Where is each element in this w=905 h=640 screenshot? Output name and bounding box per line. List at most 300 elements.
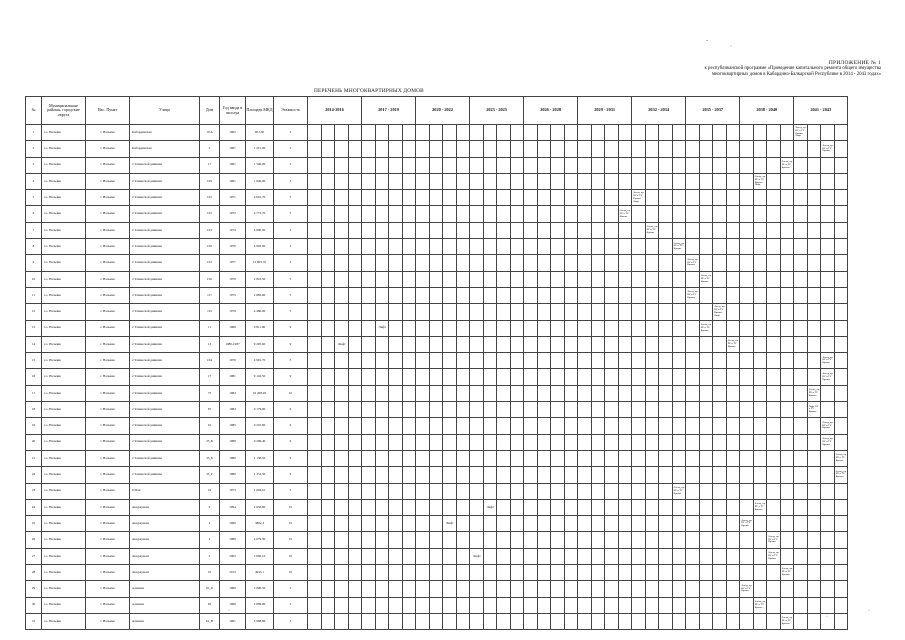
schedule-cell (429, 255, 443, 271)
schedule-cell (524, 304, 538, 320)
schedule-cell (605, 532, 619, 548)
cell-floors: 5 (274, 222, 308, 238)
schedule-cell (429, 190, 443, 206)
schedule-cell (794, 239, 808, 255)
table-row (26, 581, 848, 597)
cell-district: г.о. Нальчик (42, 222, 86, 238)
schedule-cell (821, 190, 835, 206)
schedule-cell (780, 271, 794, 287)
schedule-cell (794, 548, 808, 564)
schedule-cell (726, 206, 740, 222)
cell-house: 3 (200, 141, 220, 157)
schedule-cell (470, 173, 484, 189)
schedule-cell (389, 369, 403, 385)
schedule-cell (672, 385, 686, 401)
schedule-cell (578, 581, 592, 597)
cell-year: 1979 (220, 353, 246, 369)
schedule-cell (780, 483, 794, 499)
cell-floors: 10 (274, 565, 308, 581)
schedule-cell (632, 206, 646, 222)
schedule-cell (348, 141, 362, 157)
schedule-cell (429, 287, 443, 303)
cell-n: 8 (26, 239, 42, 255)
schedule-cell (794, 483, 808, 499)
schedule-cell (713, 353, 727, 369)
schedule-cell (483, 173, 497, 189)
schedule-cell (335, 206, 349, 222)
schedule-cell (618, 369, 632, 385)
cell-street: Акаджукова (130, 516, 200, 532)
schedule-cell (308, 206, 322, 222)
schedule-cell (497, 320, 511, 336)
schedule-cell (551, 190, 565, 206)
work-type-note: Фасад, кр. ВУ и ТУ Крыша Лифт (753, 173, 767, 189)
schedule-cell (335, 125, 349, 141)
schedule-cell (753, 402, 767, 418)
cell-street: Кабардинская (130, 141, 200, 157)
schedule-cell (321, 565, 335, 581)
schedule-cell (308, 450, 322, 466)
schedule-cell (402, 353, 416, 369)
schedule-cell (834, 173, 848, 189)
schedule-cell (578, 222, 592, 238)
schedule-cell (348, 222, 362, 238)
schedule-cell (753, 320, 767, 336)
schedule-cell (618, 532, 632, 548)
schedule-cell (794, 434, 808, 450)
schedule-cell (767, 141, 781, 157)
schedule-cell (308, 467, 322, 483)
schedule-cell (753, 141, 767, 157)
schedule-cell (537, 206, 551, 222)
schedule-cell (659, 450, 673, 466)
table-row (26, 239, 848, 255)
schedule-cell (483, 597, 497, 613)
schedule-cell (308, 532, 322, 548)
schedule-cell (740, 402, 754, 418)
cell-year: 1973 (220, 483, 246, 499)
schedule-cell (821, 565, 835, 581)
cell-district: г.о. Нальчик (42, 581, 86, 597)
schedule-cell (551, 402, 565, 418)
work-type-note: Фасад, кр. ВУ и ТУ Крыша (686, 255, 700, 271)
schedule-cell (537, 304, 551, 320)
schedule-cell (362, 287, 376, 303)
work-type-note: Фасад, кр. ВУ и ТУ Крыша (645, 222, 659, 238)
schedule-cell (740, 255, 754, 271)
cell-n: 7 (26, 222, 42, 238)
schedule-cell (605, 402, 619, 418)
schedule-cell (456, 565, 470, 581)
cell-year: 1984 (220, 385, 246, 401)
schedule-cell (780, 190, 794, 206)
schedule-cell (578, 548, 592, 564)
schedule-cell (591, 450, 605, 466)
schedule-cell (618, 173, 632, 189)
schedule-cell (497, 369, 511, 385)
schedule-cell (726, 516, 740, 532)
schedule-cell (834, 271, 848, 287)
schedule-cell (524, 499, 538, 515)
schedule-cell (416, 125, 430, 141)
work-type-note: Фасад, кр. ВУ и ТУ Крыша (672, 483, 686, 499)
schedule-cell (605, 320, 619, 336)
schedule-cell (470, 239, 484, 255)
schedule-cell (645, 206, 659, 222)
schedule-cell (699, 402, 713, 418)
schedule-cell (362, 581, 376, 597)
schedule-cell (686, 450, 700, 466)
schedule-cell (524, 271, 538, 287)
schedule-cell (686, 499, 700, 515)
period-header: 2041 - 2043 (794, 97, 848, 125)
schedule-cell (753, 532, 767, 548)
schedule-cell (402, 125, 416, 141)
schedule-cell (348, 402, 362, 418)
schedule-cell (632, 255, 646, 271)
schedule-cell (470, 206, 484, 222)
table-row (26, 125, 848, 141)
schedule-cell (470, 190, 484, 206)
schedule-cell (821, 336, 835, 352)
cell-locality: г. Нальчик (86, 532, 130, 548)
schedule-cell (456, 255, 470, 271)
schedule-cell (443, 190, 457, 206)
schedule-cell (618, 125, 632, 141)
schedule-cell (794, 255, 808, 271)
cell-street: Акаджукова (130, 565, 200, 581)
schedule-cell (335, 467, 349, 483)
schedule-cell (416, 450, 430, 466)
schedule-cell (578, 125, 592, 141)
schedule-cell (713, 418, 727, 434)
schedule-cell (807, 304, 821, 320)
schedule-cell (767, 157, 781, 173)
table-row (26, 385, 848, 401)
schedule-cell (389, 581, 403, 597)
schedule-cell (578, 499, 592, 515)
schedule-cell (753, 336, 767, 352)
schedule-cell (402, 565, 416, 581)
table-row (26, 532, 848, 548)
schedule-cell (456, 548, 470, 564)
schedule-cell (686, 548, 700, 564)
cell-locality: г. Нальчик (86, 304, 130, 320)
schedule-cell (416, 239, 430, 255)
cell-street: Акаджукова (130, 548, 200, 564)
schedule-cell (308, 548, 322, 564)
schedule-cell (362, 157, 376, 173)
schedule-cell (713, 499, 727, 515)
schedule-cell (834, 255, 848, 271)
schedule-cell (362, 206, 376, 222)
schedule-cell (524, 467, 538, 483)
schedule-cell (726, 287, 740, 303)
schedule-cell (659, 304, 673, 320)
cell-n: 28 (26, 565, 42, 581)
schedule-cell (618, 402, 632, 418)
schedule-cell (740, 125, 754, 141)
cell-district: г.о. Нальчик (42, 565, 86, 581)
schedule-cell (375, 499, 389, 515)
schedule-cell (605, 141, 619, 157)
schedule-cell (389, 125, 403, 141)
schedule-cell (821, 304, 835, 320)
cell-area: 4 993,90 (246, 239, 274, 255)
schedule-cell (551, 548, 565, 564)
schedule-cell (537, 190, 551, 206)
schedule-cell (659, 239, 673, 255)
cell-floors: 10 (274, 516, 308, 532)
schedule-cell (362, 320, 376, 336)
schedule-cell (389, 271, 403, 287)
schedule-cell (483, 385, 497, 401)
schedule-cell (416, 548, 430, 564)
work-type-note: Фасад, кр. ВУ и ТУ Крыша (767, 548, 781, 564)
schedule-cell (659, 613, 673, 629)
schedule-cell (726, 157, 740, 173)
schedule-cell (780, 125, 794, 141)
schedule-cell (578, 597, 592, 613)
schedule-cell (321, 239, 335, 255)
schedule-cell (767, 222, 781, 238)
schedule-cell (308, 353, 322, 369)
schedule-cell (510, 499, 524, 515)
schedule-cell (443, 581, 457, 597)
work-type-note: Фасад, кр. ВУ и ТУ Крыша (834, 450, 848, 466)
schedule-cell (834, 434, 848, 450)
schedule-cell (470, 141, 484, 157)
schedule-cell (659, 467, 673, 483)
schedule-cell (834, 418, 848, 434)
schedule-cell (618, 581, 632, 597)
schedule-cell (497, 565, 511, 581)
schedule-cell (794, 613, 808, 629)
table-row (26, 336, 848, 352)
schedule-cell (686, 206, 700, 222)
schedule-cell (429, 239, 443, 255)
schedule-cell (618, 613, 632, 629)
schedule-cell (402, 402, 416, 418)
schedule-cell (659, 206, 673, 222)
schedule-cell (807, 369, 821, 385)
schedule-cell (524, 157, 538, 173)
schedule-cell (402, 434, 416, 450)
work-type-note: Фасад, кр. ВУ и ТУ Крыша (753, 499, 767, 515)
schedule-cell (713, 369, 727, 385)
schedule-cell (591, 190, 605, 206)
schedule-cell (591, 597, 605, 613)
schedule-cell (632, 336, 646, 352)
cell-house: 19 А (200, 125, 220, 141)
schedule-cell (794, 206, 808, 222)
schedule-cell (780, 385, 794, 401)
schedule-cell (794, 597, 808, 613)
schedule-cell (551, 320, 565, 336)
work-type-note: Фасад, кр. ВУ и ТУ Крыша (821, 434, 835, 450)
schedule-cell (645, 385, 659, 401)
schedule-cell (726, 548, 740, 564)
schedule-cell (456, 271, 470, 287)
cell-year: 1961 (220, 173, 246, 189)
schedule-cell (416, 320, 430, 336)
schedule-cell (497, 336, 511, 352)
schedule-cell (726, 222, 740, 238)
schedule-cell (321, 369, 335, 385)
schedule-cell (591, 581, 605, 597)
schedule-cell (645, 418, 659, 434)
cell-area: 2 099,00 (246, 597, 274, 613)
schedule-cell (524, 597, 538, 613)
schedule-cell (780, 499, 794, 515)
schedule-cell (618, 450, 632, 466)
schedule-cell (497, 190, 511, 206)
cell-n: 23 (26, 483, 42, 499)
schedule-cell (470, 565, 484, 581)
schedule-cell (645, 434, 659, 450)
schedule-cell (308, 402, 322, 418)
schedule-cell (591, 369, 605, 385)
schedule-cell (740, 434, 754, 450)
schedule-cell (470, 125, 484, 141)
schedule-cell (483, 353, 497, 369)
schedule-cell (794, 222, 808, 238)
schedule-cell (389, 141, 403, 157)
cell-street: 2 Таманской дивизии (130, 157, 200, 173)
schedule-cell (375, 402, 389, 418)
schedule-cell (497, 434, 511, 450)
schedule-cell (402, 320, 416, 336)
schedule-cell (834, 239, 848, 255)
schedule-cell (537, 613, 551, 629)
schedule-cell (834, 190, 848, 206)
schedule-cell (456, 483, 470, 499)
schedule-cell (510, 597, 524, 613)
table-row (26, 206, 848, 222)
schedule-cell (308, 271, 322, 287)
cell-year: 1977 (220, 255, 246, 271)
schedule-cell (834, 157, 848, 173)
schedule-cell (470, 353, 484, 369)
schedule-cell (551, 369, 565, 385)
schedule-cell (348, 467, 362, 483)
schedule-cell (402, 548, 416, 564)
schedule-cell (362, 141, 376, 157)
table-row (26, 287, 848, 303)
schedule-cell (605, 287, 619, 303)
schedule-cell (686, 157, 700, 173)
cell-n: 9 (26, 255, 42, 271)
schedule-cell (402, 597, 416, 613)
schedule-cell (632, 239, 646, 255)
cell-n: 18 (26, 402, 42, 418)
schedule-cell (740, 173, 754, 189)
schedule-cell (659, 190, 673, 206)
schedule-cell (483, 239, 497, 255)
schedule-cell (335, 287, 349, 303)
cell-street: 2 Таманской дивизии (130, 336, 200, 352)
cell-district: г.о. Нальчик (42, 418, 86, 434)
schedule-cell (713, 287, 727, 303)
schedule-cell (807, 287, 821, 303)
cell-n: 4 (26, 173, 42, 189)
schedule-cell (591, 304, 605, 320)
schedule-cell (632, 141, 646, 157)
schedule-cell (807, 190, 821, 206)
cell-street: 2 Таманской дивизии (130, 304, 200, 320)
cell-area: 12 905,70 (246, 255, 274, 271)
table-row (26, 613, 848, 629)
scan-mark: · (730, 44, 732, 50)
schedule-cell (834, 565, 848, 581)
schedule-cell (429, 336, 443, 352)
schedule-cell (632, 613, 646, 629)
cell-street: 2 Таманской дивизии (130, 255, 200, 271)
schedule-cell (335, 141, 349, 157)
schedule-cell (821, 532, 835, 548)
cell-district: г.о. Нальчик (42, 141, 86, 157)
schedule-cell (659, 222, 673, 238)
schedule-cell (524, 532, 538, 548)
cell-area: 851,30 (246, 125, 274, 141)
schedule-cell (605, 336, 619, 352)
schedule-cell (335, 434, 349, 450)
schedule-cell (429, 548, 443, 564)
schedule-cell (713, 516, 727, 532)
schedule-cell (699, 597, 713, 613)
schedule-cell (497, 304, 511, 320)
cell-district: г.о. Нальчик (42, 548, 86, 564)
table-row (26, 304, 848, 320)
schedule-cell (834, 597, 848, 613)
schedule-cell (645, 255, 659, 271)
schedule-cell (726, 467, 740, 483)
schedule-cell (483, 222, 497, 238)
schedule-cell (767, 369, 781, 385)
schedule-cell (362, 385, 376, 401)
lift-note: Лифт (375, 320, 389, 336)
schedule-cell (483, 125, 497, 141)
cell-locality: г. Нальчик (86, 239, 130, 255)
schedule-cell (645, 336, 659, 352)
cell-floors: 5 (274, 239, 308, 255)
cell-house: 102 (200, 255, 220, 271)
schedule-cell (348, 581, 362, 597)
schedule-cell (551, 222, 565, 238)
cell-house: 11 (200, 320, 220, 336)
schedule-cell (767, 239, 781, 255)
cell-house: 16 (200, 483, 220, 499)
cell-locality: г. Нальчик (86, 467, 130, 483)
schedule-cell (510, 239, 524, 255)
schedule-cell (362, 336, 376, 352)
schedule-cell (429, 271, 443, 287)
schedule-cell (551, 353, 565, 369)
schedule-cell (348, 190, 362, 206)
schedule-cell (308, 516, 322, 532)
schedule-cell (578, 239, 592, 255)
work-type-note: Фасад, кр. ВУ и ТУ Крыша (780, 157, 794, 173)
schedule-cell (713, 450, 727, 466)
cell-street: 2 Таманской дивизии (130, 434, 200, 450)
schedule-cell (780, 222, 794, 238)
schedule-cell (470, 434, 484, 450)
cell-district: г.о. Нальчик (42, 516, 86, 532)
schedule-cell (699, 304, 713, 320)
schedule-cell (740, 206, 754, 222)
schedule-cell (699, 190, 713, 206)
table-row (26, 565, 848, 581)
